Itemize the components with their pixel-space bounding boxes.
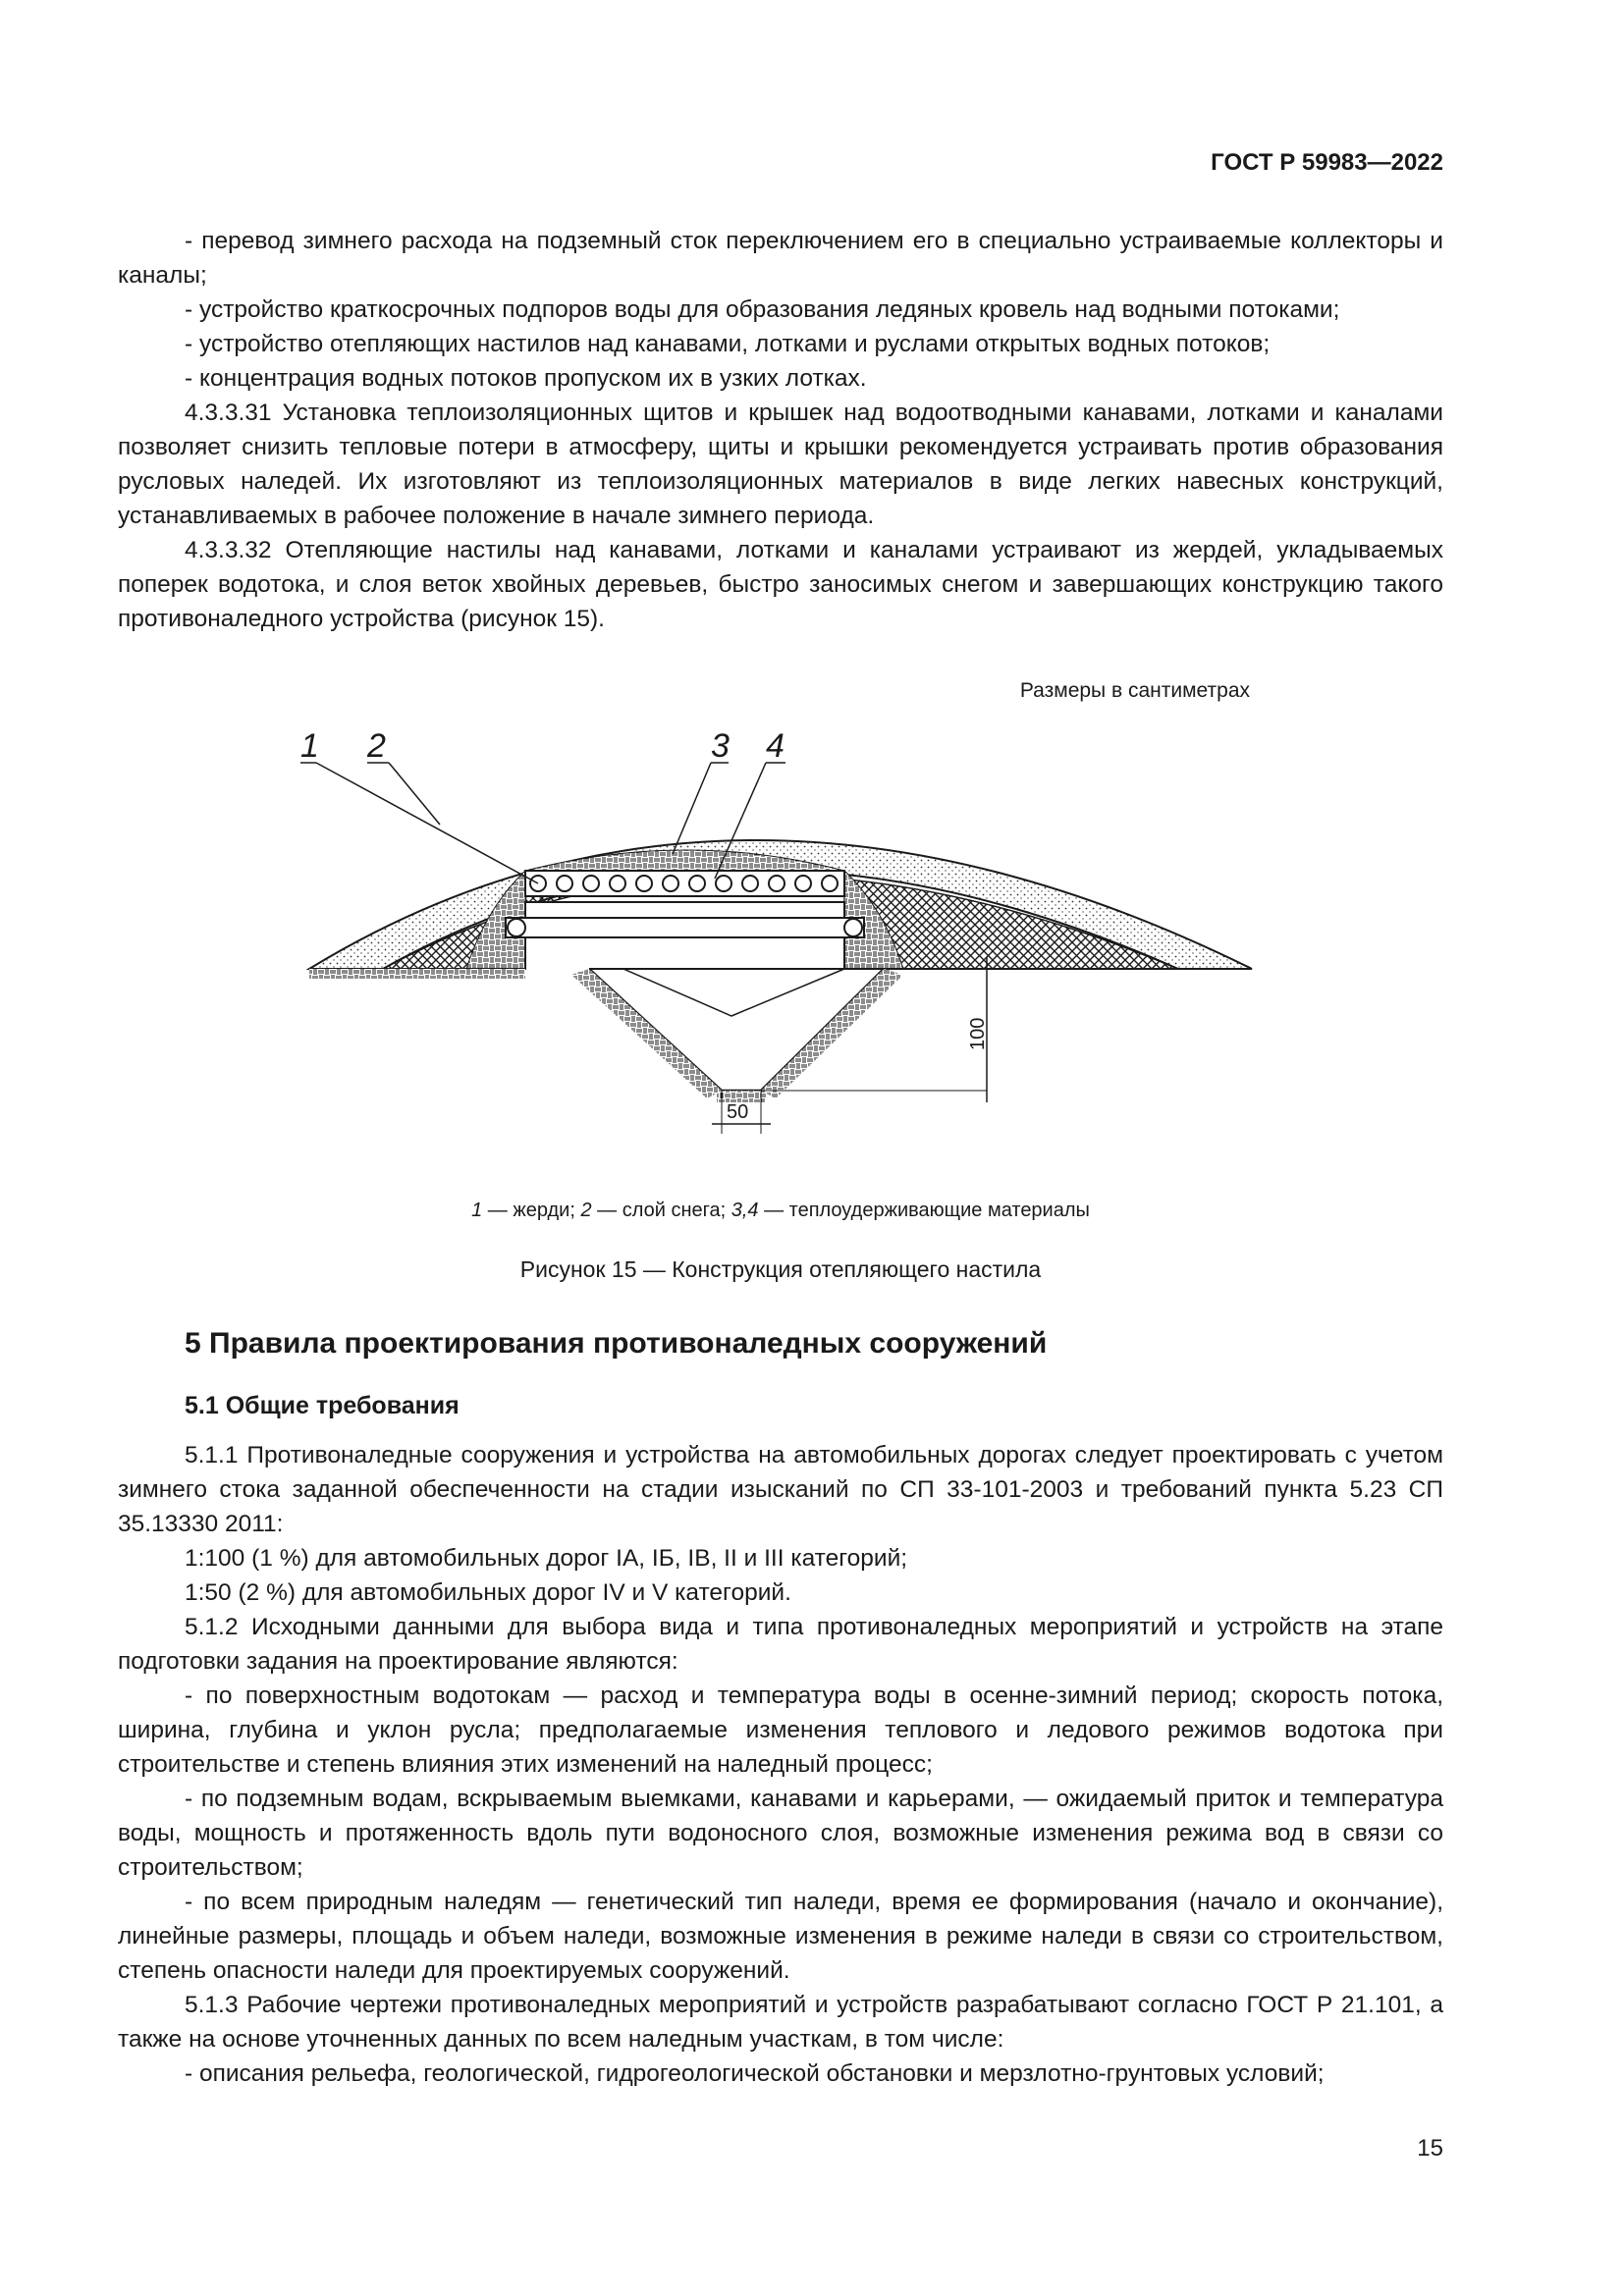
text-block-top [118,224,1443,636]
document-code: ГОСТ Р 59983—2022 [1211,149,1443,176]
paragraph: 5.1.2 Исходными данными для выбора вида и типа противоналедных мероприятий и устройств на этапе подготовки задания на проектирование являются: [118,1614,1443,1675]
paragraph: 4.3.3.31 Установка теплоизоляционных щитов и крышек над водоотводными канавами, лотками и каналами позволяет снизить тепловые потери в атмосферу, щиты и крышки рекомендуется устраивать против образования русловых наледей. Их изготовляют из теплоизоляционных материалов в виде легких навесных конструкций, устанавливаемых в рабочее положение в начале зимнего периода. [118,400,1443,529]
paragraph: 1:100 (1 %) для автомобильных дорог IA, IБ, IB, II и III категорий; [185,1545,908,1572]
paragraph: 5.1.1 Противоналедные сооружения и устройства на автомобильных дорогах следует проектировать с учетом зимнего стока заданной обеспеченности на стадии изысканий по СП 33-101-2003 и требований пункта 5.23 СП 35.13330 2011: [118,1442,1443,1537]
legend-text-3: — теплоудерживающие материалы [758,1200,1090,1221]
paragraph: - устройство краткосрочных подпоров воды для образования ледяных кровель над водными потоками; [185,296,1340,323]
legend-num-2: 2 [580,1200,592,1221]
paragraph: 4.3.3.32 Отепляющие настилы над канавами, лотками и каналами устраивают из жердей, укладываемых поперек водотока, и слоя веток хвойных деревьев, быстро заносимых снегом и завершающих конструкцию такого противоналедного устройства (рисунок 15). [118,537,1443,632]
callout-2: 2 [367,727,386,765]
figure-units-note: Размеры в сантиметрах [1019,679,1250,702]
paragraph: - концентрация водных потоков пропуском их в узких лотках. [185,365,867,392]
paragraph: 1:50 (2 %) для автомобильных дорог IV и V категорий. [185,1579,791,1606]
paragraph: - по всем природным наледям — генетический тип наледи, время ее формирования (начало и окончание), линейные размеры, площадь и объем наледи, возможные изменения в режиме наледи в связи со строительством, степень опасности наледи для проектируемых сооружений. [118,1889,1443,1984]
callout-1: 1 [300,727,319,765]
figure-caption: Рисунок 15 — Конструкция отепляющего настила [519,1256,1042,1282]
paragraph: - по подземным водам, вскрываемым выемками, канавами и карьерами, — ожидаемый приток и температура воды, мощность и протяженность вдоль пути водоносного слоя, возможные изменения режима вод в связи со строительством; [118,1786,1443,1881]
section-heading: 5 Правила проектирования противоналедных сооружений [185,1327,1048,1360]
paragraph: 5.1.3 Рабочие чертежи противоналедных мероприятий и устройств разрабатывают согласно ГОСТ Р 21.101, а также на основе уточненных данных по всем наледным участкам, в том числе: [118,1992,1443,2053]
text-block-bottom [118,1438,1443,2091]
page-number: 15 [1417,2135,1443,2162]
legend-num-1: 1 [471,1200,483,1221]
dimension-bottom-width: 50 [727,1101,749,1123]
legend-text-2: — слой снега; [591,1200,731,1221]
callout-4: 4 [766,727,785,765]
figure-legend [118,1200,1443,1222]
callout-3: 3 [711,727,730,765]
paragraph: - устройство отепляющих настилов над канавами, лотками и руслами открытых водных потоков; [185,331,1271,357]
paragraph: - описания рельефа, геологической, гидрогеологической обстановки и мерзлотно-грунтовых условий; [185,2060,1325,2087]
subsection-heading: 5.1 Общие требования [185,1392,460,1419]
legend-num-3: 3,4 [731,1200,759,1221]
paragraph: - перевод зимнего расхода на подземный сток переключением его в специально устраиваемые коллекторы и каналы; [118,228,1443,289]
figure-insulating-deck [295,721,1276,1173]
legend-text-1: — жерди; [482,1200,581,1221]
paragraph: - по поверхностным водотокам — расход и температура воды в осенне-зимний период; скорость потока, ширина, глубина и уклон русла; предполагаемые изменения теплового и ледового режимов водотока при строительстве и степень влияния этих изменений на наледный процесс; [118,1682,1443,1778]
dimension-depth: 100 [967,1017,989,1050]
